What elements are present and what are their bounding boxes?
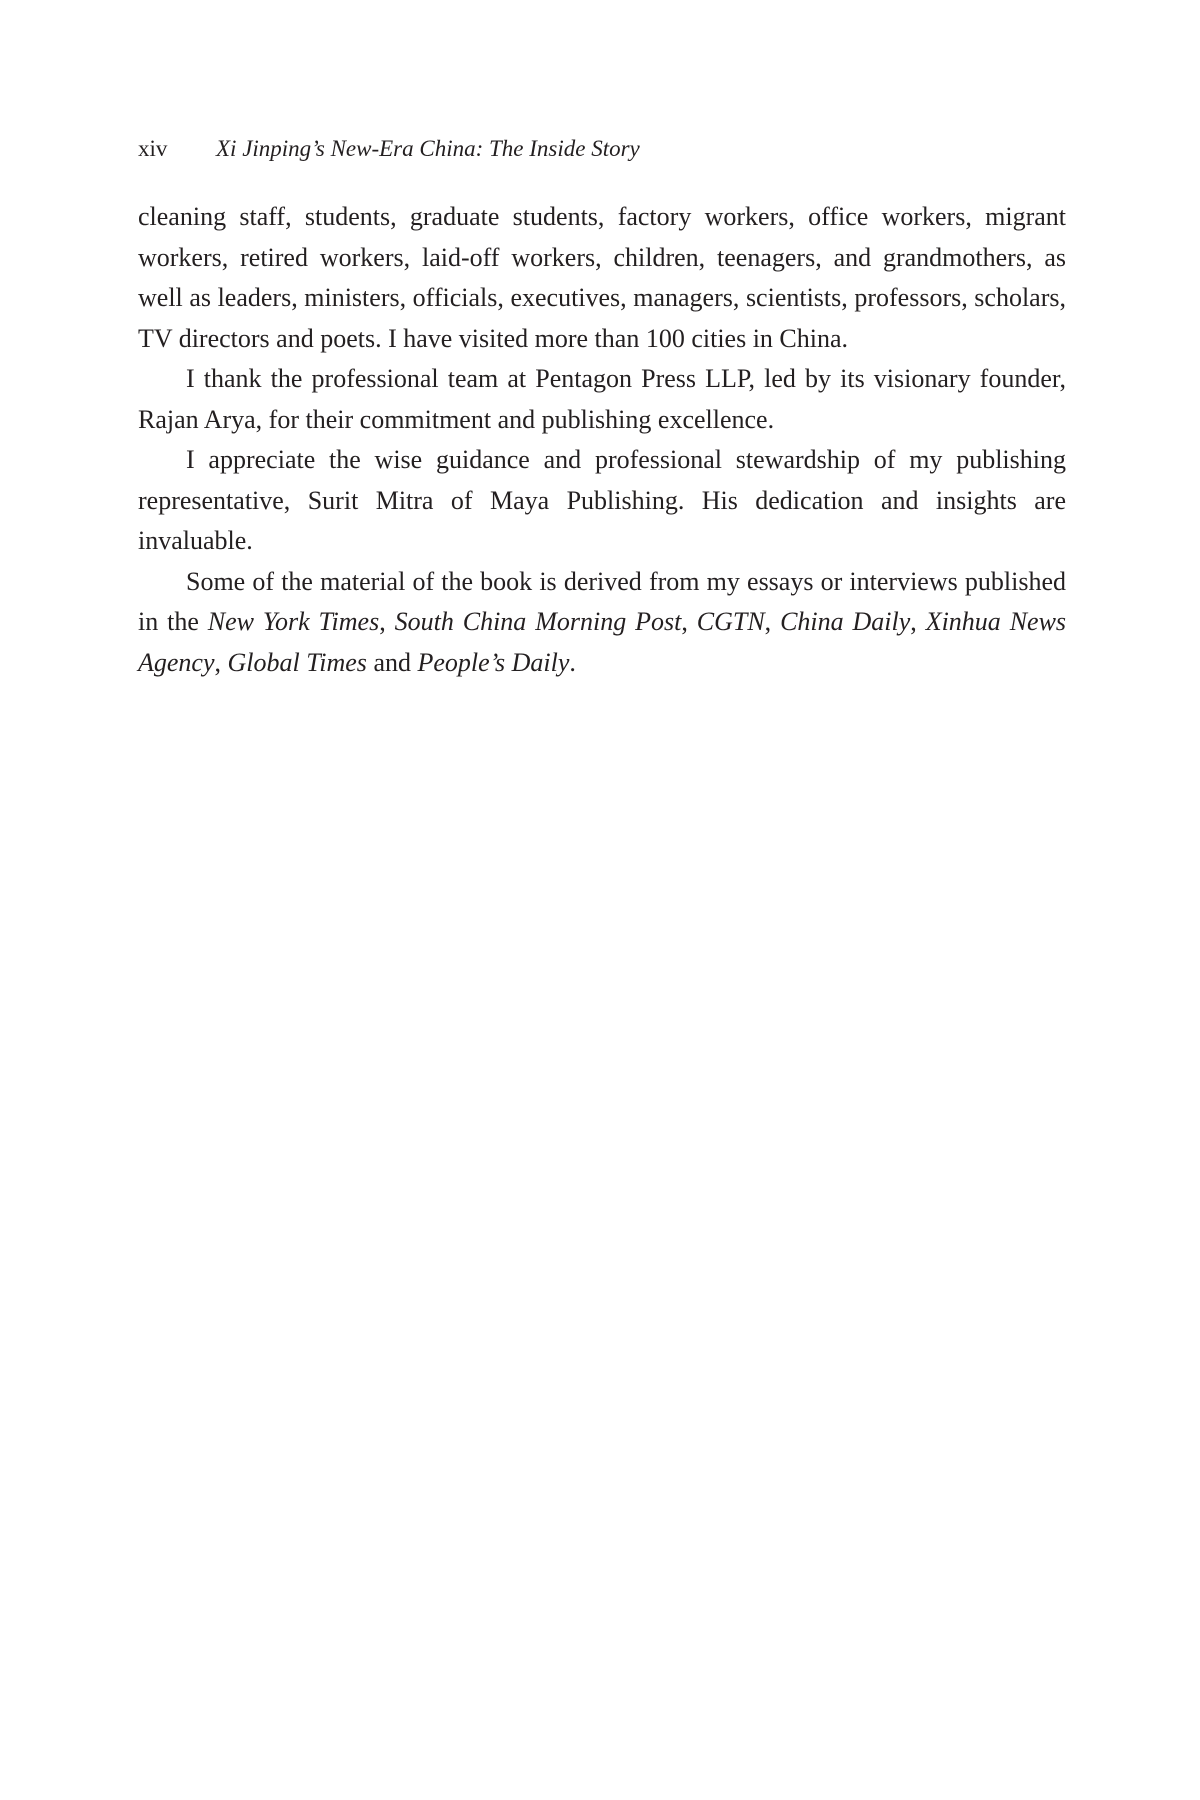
- source-xinhua-news-agency: Xinhua News Agency: [138, 607, 1067, 677]
- source-separator: ,: [379, 607, 395, 636]
- sources-intro: Some of the material of the book is derived from my essays or interviews published in the: [138, 566, 1066, 636]
- paragraph-maya-publishing: I appreciate the wise guidance and professional stewardship of my publishing representative, Surit Mitra of Maya Publishing. His dedication and insights are invaluable.: [138, 445, 1066, 555]
- source-separator: ,: [681, 607, 697, 636]
- paragraph-pentagon-press: I thank the professional team at Pentagon Press LLP, led by its visionary founder, Rajan Arya, for their commitment and publishing excellence.: [138, 364, 1066, 434]
- source-new-york-times: New York Times: [207, 607, 380, 636]
- source-peoples-daily: People’s Daily: [417, 647, 570, 677]
- source-global-times: Global Times: [227, 647, 367, 677]
- paragraph-sources: [138, 562, 1066, 684]
- sources-period: .: [569, 647, 576, 677]
- source-china-daily: China Daily: [780, 607, 911, 636]
- source-cgtn: CGTN: [696, 607, 765, 636]
- running-head: [138, 134, 640, 164]
- source-separator: ,: [764, 607, 781, 636]
- source-south-china-morning-post: South China Morning Post: [394, 607, 682, 636]
- body-text: [138, 197, 1066, 683]
- source-separator: ,: [214, 647, 228, 677]
- book-title: Xi Jinping’s New-Era China: The Inside Story: [216, 136, 640, 161]
- page-number: xiv: [138, 136, 168, 161]
- source-separator: ,: [910, 607, 926, 636]
- paragraph-continuation: cleaning staff, students, graduate students, factory workers, office workers, migrant workers, retired workers, laid-off workers, children, teenagers, and grandmothers, as well as leaders, ministers, officials, executives, managers, scientists, professors, scholars, TV directors and poets. I have visited more than 100 cities in China.: [138, 202, 1066, 353]
- source-conjunction: and: [366, 647, 418, 677]
